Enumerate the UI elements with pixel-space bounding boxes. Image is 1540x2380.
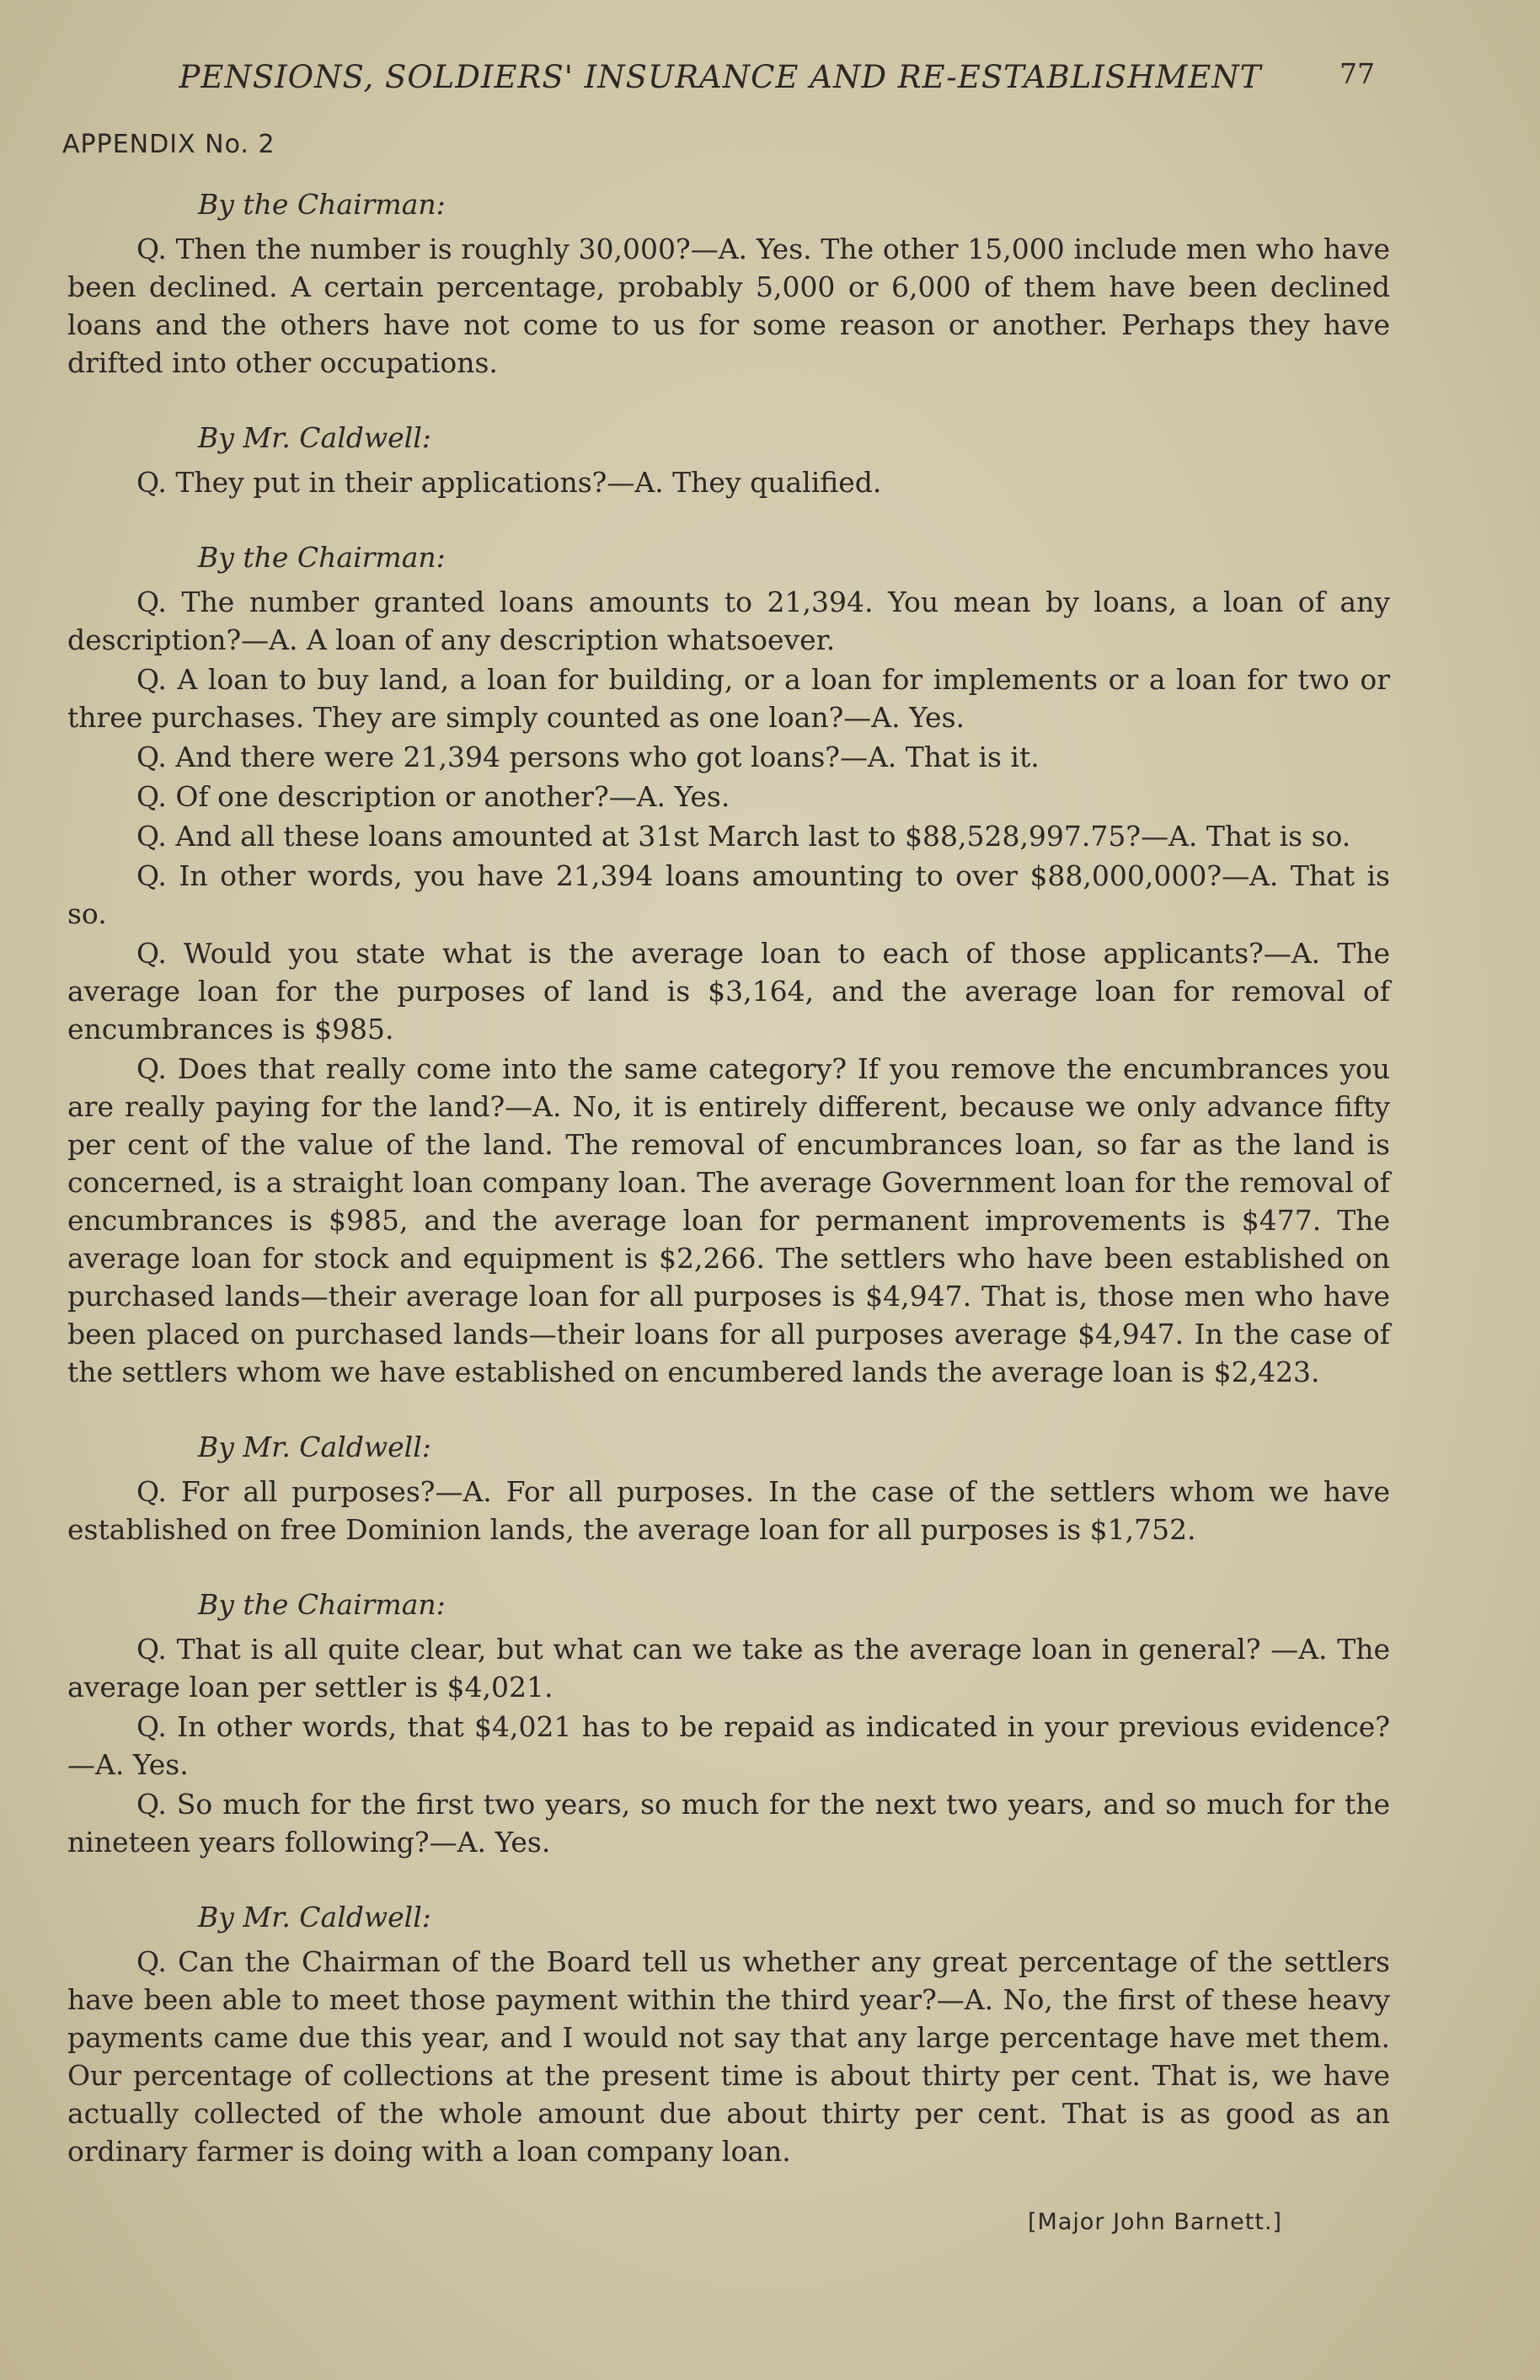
- speaker-heading: By the Chairman:: [198, 541, 446, 574]
- testimony-paragraph: Q. Then the number is roughly 30,000?—A. Yes. The other 15,000 include men who have been declined. A certain percentage, probably 5,000 or 6,000 of them have been declined loans and the others have not come to us for some reason or another. Perhaps they have drifted into other occupations.: [67, 233, 1390, 379]
- testimony-paragraph: Q. Does that really come into the same category? If you remove the encumbrances you are really paying for the land?—A. No, it is entirely different, because we only advance fifty per cent of the value of the land. The removal of encumbrances loan, so far as the land is concerned, is a straight loan company loan. The average Government loan for the removal of encumbrances is $985, and the average loan for permanent improvements is $477. The average loan for stock and equipment is $2,266. The settlers who have been established on purchased lands—their average loan for all purposes is $4,947. That is, those men who have been placed on purchased lands—their loans for all purposes average $4,947. In the case of the settlers whom we have established on encumbered lands the average loan is $2,423.: [67, 1052, 1390, 1388]
- speaker-heading: By the Chairman:: [198, 188, 446, 221]
- testimony-paragraph: Q. Would you state what is the average loan to each of those applicants?—A. The average loan for the purposes of land is $3,164, and the average loan for removal of encumbrances is $985.: [67, 937, 1390, 1046]
- speaker-heading: By Mr. Caldwell:: [198, 1901, 431, 1933]
- page-number: 77: [1339, 57, 1375, 90]
- transcript-body: [67, 175, 1390, 2172]
- testimony-paragraph: Q. For all purposes?—A. For all purposes. In the case of the settlers whom we have established on free Dominion lands, the average loan for all purposes is $1,752.: [67, 1475, 1390, 1546]
- testimony-paragraph: Q. In other words, that $4,021 has to be repaid as indicated in your previous evidence?—A. Yes.: [67, 1710, 1390, 1781]
- running-title: PENSIONS, SOLDIERS' INSURANCE AND RE-ESTABLISHMENT: [179, 59, 1262, 95]
- speaker-heading: By the Chairman:: [198, 1588, 446, 1621]
- appendix-label: APPENDIX No. 2: [62, 130, 275, 159]
- testimony-paragraph: Q. Can the Chairman of the Board tell us whether any great percentage of the settlers have been able to meet those payment within the third year?—A. No, the first of these heavy payments came due this year, and I would not say that any large percentage have met them. Our percentage of collections at the present time is about thirty per cent. That is, we have actually collected of the whole amount due about thirty per cent. That is as good as an ordinary farmer is doing with a loan company loan.: [67, 1945, 1390, 2168]
- testimony-paragraph: Q. That is all quite clear, but what can we take as the average loan in general? —A. The average loan per settler is $4,021.: [67, 1633, 1390, 1703]
- testimony-paragraph: Q. And all these loans amounted at 31st March last to $88,528,997.75?—A. That is so.: [136, 820, 1351, 853]
- testimony-paragraph: Q. The number granted loans amounts to 21,394. You mean by loans, a loan of any description?—A. A loan of any description whatsoever.: [67, 586, 1390, 656]
- testimony-paragraph: Q. In other words, you have 21,394 loans amounting to over $88,000,000?—A. That is so.: [67, 859, 1390, 930]
- testimony-paragraph: Q. So much for the first two years, so much for the next two years, and so much for the nineteen years following?—A. Yes.: [67, 1788, 1390, 1859]
- speaker-heading: By Mr. Caldwell:: [198, 421, 431, 454]
- testimony-paragraph: Q. They put in their applications?—A. They qualified.: [136, 466, 882, 499]
- witness-signature: [Major John Barnett.]: [1028, 2209, 1283, 2235]
- speaker-heading: By Mr. Caldwell:: [198, 1431, 431, 1463]
- testimony-paragraph: Q. And there were 21,394 persons who got loans?—A. That is it.: [136, 741, 1040, 773]
- testimony-paragraph: Q. Of one description or another?—A. Yes.: [136, 780, 730, 813]
- testimony-paragraph: Q. A loan to buy land, a loan for building, or a loan for implements or a loan for two or three purchases. They are simply counted as one loan?—A. Yes.: [67, 663, 1390, 734]
